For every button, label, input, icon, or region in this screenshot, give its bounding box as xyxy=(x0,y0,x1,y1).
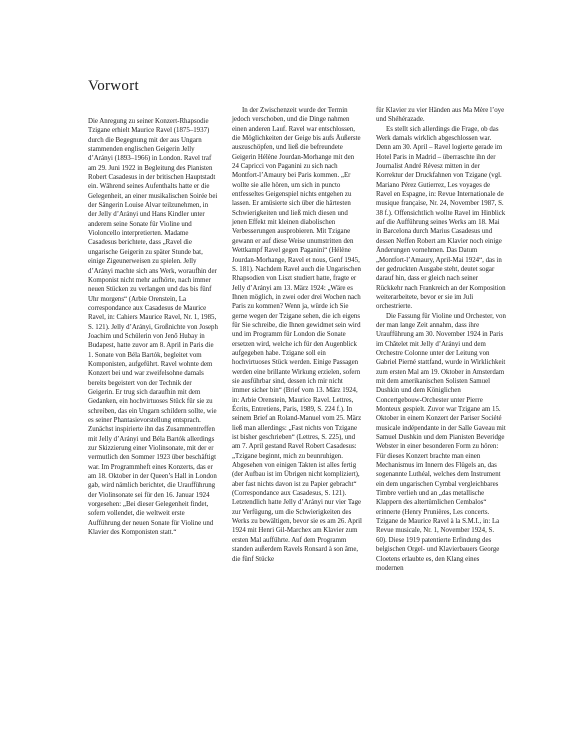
paragraph: Die Anregung zu seiner Konzert-Rhapsodie Tzigane erhielt Maurice Ravel (1875–1937) durch die Begegnung mit der aus Ungarn stammenden englischen Geigerin Jelly d’Arányi (1893–1966) in London. Ravel traf am 29. Juni 1922 in Begleitung des Pianisten Robert Casadesus in der britischen Hauptstadt ein. Während seines Aufenthalts hatte er die Gelegenheit, an einer musikalischen Soirée bei der Sängerin Louise Alvar teilzunehmen, in der Jelly d’Arányi und Hans Kindler unter anderem seine Sonate für Violine und Violoncello interpretierten. Madame Casadesus berichtete, dass „Ravel die ungarische Geigerin zu später Stunde bat, einige Zigeunerweisen zu spielen. Jelly d’Arányi machte sich ans Werk, woraufhin der Komponist nicht mehr aufhörte, nach immer neuen Stücken zu verlangen und das bis fünf Uhr morgens“ (Arbie Orenstein, La correspondance aux Casadesus de Maurice Ravel, in: Cahiers Maurice Ravel, Nr. 1, 1985, S. 121). Jelly d’Arányi, Großnichte von Joseph Joachim und Schülerin von Jenő Hubay in Budapest, hatte zuvor am 8. April in Paris die 1. Sonate von Béla Bartók, begleitet vom Komponisten, aufgeführt. Ravel wohnte dem Konzert bei und war zweifelsohne damals bereits begeistert von der Technik der Geigerin. Er trug sich daraufhin mit dem Gedanken, ein hochvirtuoses Stück für sie zu schreiben, das ein Ungarn schildern sollte, wie es seiner Phantasievorstellung entsprach. Zunächst inspirierte ihn das Zusammentreffen mit Jelly d’Arányi und Béla Bartók allerdings zur Skizzierung einer Violinsonate, mit der er vermutlich den Sommer 1923 über beschäftigt war. Im Programmheft eines Konzerts, das er am 18. Oktober in der Queen’s Hall in London gab, wird nämlich berichtet, die Uraufführung der Violinsonate sei für den 16. Januar 1924 vorgesehen: „Bei dieser Gelegenheit findet, sofern vollendet, die weltweit erste Aufführung der neuen Sonate für Violine und Klavier des Komponisten statt.“ xyxy=(88,118,218,537)
paragraph: für Klavier zu vier Händen aus Ma Mère l’oye und Shéhérazade. xyxy=(376,107,505,124)
paragraph: Es stellt sich allerdings die Frage, ob das Werk damals wirklich abgeschlossen war. Denn am 30. April – Ravel logierte gerade im Hotel Paris in Madrid – überraschte ihn der Journalist André Révesz mitten in der Korrektur der Druckfahnen von Tzigane (vgl. Mariano Pérez Gutierrez, Les voyages de Ravel en Espagne, in: Revue Internationale de musique française, Nr. 24, November 1987, S. 38 f.). Offensichtlich wollte Ravel im Hinblick auf die Aufführung seines Werks am 18. Mai in Barcelona durch Marius Casadesus und dessen Neffen Robert am Klavier noch einige Änderungen vornehmen. Das Datum „Montfort-l’Amaury, April-Mai 1924“, das in der gedruckten Ausgabe steht, deutet sogar darauf hin, dass er gleich nach seiner Rückkehr nach Frankreich an der Komposition weiterarbeitete, bevor er sie im Juli orchestrierte. xyxy=(376,125,506,311)
text-column-1 xyxy=(88,117,218,537)
page-title: Vorwort xyxy=(88,78,139,94)
paragraph: In der Zwischenzeit wurde der Termin jedoch verschoben, und die Dinge nahmen einen anderen Lauf. Ravel war entschlossen, die Möglichkeiten der Geige bis aufs Äußerste auszuschöpfen, und ließ die befreundete Geigerin Hélène Jourdan-Morhange mit den 24 Capricci von Paganini zu sich nach Montfort-l’Amaury bei Paris kommen. „Er wollte sie alle hören, um sich in puncto entfesseltes Geigenspiel nichts entgehen zu lassen. Er amüsierte sich über die härtesten Schwierigkeiten und ließ mich diesen und jenen Effekt mit kleinen diabolischen Verbesserungen ausprobieren. Mit Tzigane gewann er auf diese Weise unumstritten den Wettkampf Ravel gegen Paganini“ (Hélène Jourdan-Morhange, Ravel et nous, Genf 1945, S. 181). Nachdem Ravel auch die Ungarischen Rhapsodien von Liszt studiert hatte, fragte er Jelly d’Arányi am 13. März 1924: „Wäre es Ihnen möglich, in zwei oder drei Wochen nach Paris zu kommen? Wenn ja, würde ich Sie gerne wegen der Tzigane sehen, die ich eigens für Sie schreibe, die Ihnen gewidmet sein wird und im Programm für London die Sonate ersetzen wird, welche ich für den Augenblick aufgegeben habe. Tzigane soll ein hochvirtuoses Stück werden. Einige Passagen werden eine brillante Wirkung erzielen, sofern sie ausführbar sind, dessen ich mir nicht immer sicher bin“ (Brief vom 13. März 1924, in: Arbie Orenstein, Maurice Ravel. Lettres, Écrits, Entretiens, Paris, 1989, S. 224 f.). In seinem Brief an Roland-Manuel vom 25. März ließ man allerdings: „Fast nichts von Tzigane ist bisher geschrieben“ (Lettres, S. 225), und am 7. April gestand Ravel Robert Casadesus: „Tzigane beginnt, mich zu beunruhigen. Abgesehen von einigen Takten ist alles fertig (der Aufbau ist im Übrigen nicht kompliziert), aber fast nichts davon ist zu Papier gebracht“ (Correspondance aux Casadesus, S. 121). Letztendlich hatte Jelly d’Arányi nur vier Tage zur Verfügung, um die Schwierigkeiten des Werks zu bewältigen, bevor sie es am 26. April 1924 mit Henri Gil-Marchex am Klavier zum ersten Mal aufführte. Auf dem Programm standen außerdem Ravels Ronsard à son âme, die fünf Stücke xyxy=(232,107,362,563)
paragraph: Die Fassung für Violine und Orchester, von der man lange Zeit annahm, dass ihre Uraufführung am 30. November 1924 in Paris im Châtelet mit Jelly d’Arányi und dem Orchestre Colonne unter der Leitung von Gabriel Pierné stattfand, wurde in Wirklichkeit zum ersten Mal am 19. Oktober in Amsterdam mit dem amerikanischen Solisten Samuel Dushkin und dem Königlichen Concertgebouw-Orchester unter Pierre Monteux gespielt. Zuvor war Tzigane am 15. Oktober in einem Konzert der Pariser Société musicale indépendante in der Salle Gaveau mit Samuel Dushkin und dem Pianisten Beveridge Webster in einer besonderen Form zu hören: Für dieses Konzert brachte man einen Mechanismus im Innern des Flügels an, das sogenannte Luthéal, welches dem Instrument ein dem ungarischen Cymbal vergleichbares Timbre verlieh und an „das metallische Klappern des altertümlichen Cembalos“ erinnerte (Henry Prunières, Les concerts. Tzigane de Maurice Ravel à la S.M.I., in: La Revue musicale, Nr. 1, November 1924, S. 60). Diese 1919 patentierte Erfindung des belgischen Orgel- und Klavierbauers George Cloetens erlaubte es, den Klang eines modernen xyxy=(376,312,506,572)
text-column-2 xyxy=(232,106,362,564)
text-column-3 xyxy=(376,106,506,573)
